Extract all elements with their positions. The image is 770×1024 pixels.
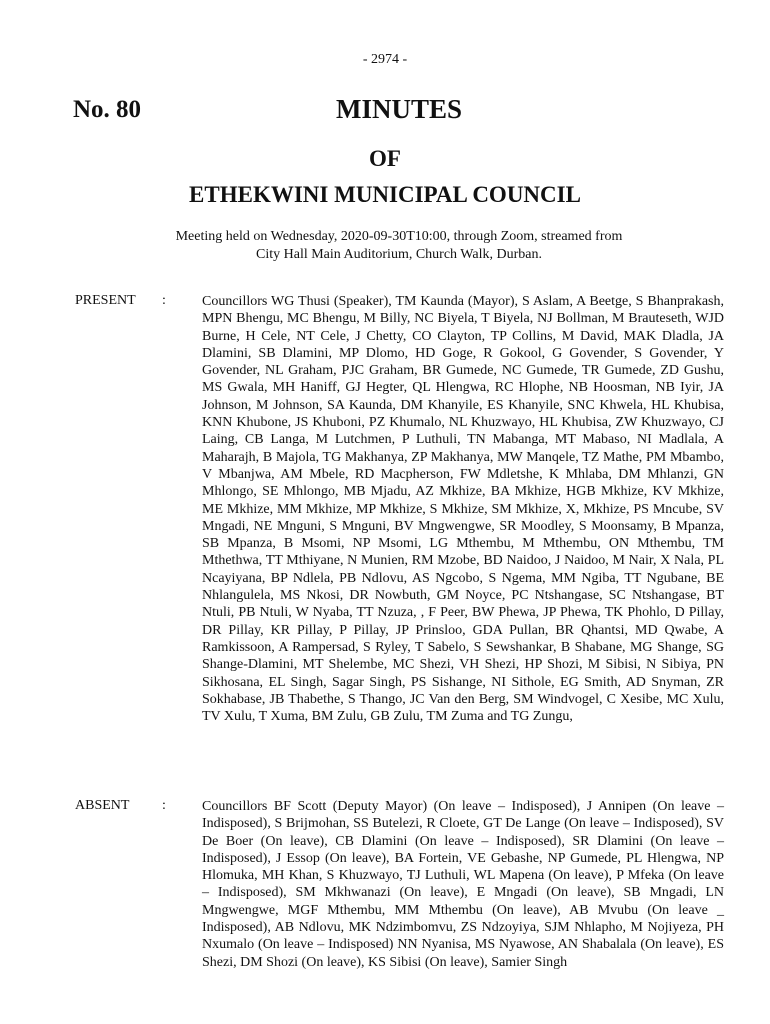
- present-label: PRESENT: [75, 293, 136, 308]
- absent-councillors-list: Councillors BF Scott (Deputy Mayor) (On leave – Indisposed), J Annipen (On leave – Indisposed), S Brijmohan, SS Butelezi, R Cloete, GT De Lange (On leave – Indisposed), SV De Boer (On leave), CB Dlamini (On leave – Indisposed), SR Dlamini (On leave – Indisposed), J Essop (On leave), BA Fortein, VE Gebashe, NP Gumede, PL Hlengwa, NP Hlomuka, MH Khan, S Khuzwayo, TJ Luthuli, WL Mapena (On leave), P Mfeka (On leave – Indisposed), SM Mkhwanazi (On leave), E Mngadi (On leave), SB Mngadi, LN Mngwengwe, MGF Mthembu, MM Mthembu (On leave), AB Mvubu (On leave _ Indisposed), AB Ndlovu, MK Ndzimbomvu, ZS Ndzoyiya, SJM Nhlapho, M Nojiyeza, PH Nxumalo (On leave – Indisposed) NN Nyanisa, MS Nyawose, AN Shabalala (On leave), ES Shezi, DM Shozi (On leave), KS Sibisi (On leave), Samier Singh: [202, 799, 724, 970]
- title-council-name: ETHEKWINI MUNICIPAL COUNCIL: [189, 182, 581, 207]
- meeting-info-line2: City Hall Main Auditorium, Church Walk, Durban.: [256, 247, 542, 262]
- present-councillors-list: Councillors WG Thusi (Speaker), TM Kaunda (Mayor), S Aslam, A Beetge, S Bhanprakash, MPN Bhengu, MC Bhengu, M Billy, NC Biyela, T Biyela, NJ Bollman, M Brauteseth, WJD Burne, H Cele, NT Cele, J Chetty, CO Clayton, TP Collins, M David, MAK Dladla, JA Dlamini, SB Dlamini, MP Dlomo, HD Goge, R Gokool, G Govender, S Govender, Y Govender, NL Graham, PJC Graham, BR Gumede, NC Gumede, TR Gumede, ZD Gushu, MS Gwala, MH Haniff, GJ Hegter, QL Hlengwa, RC Hlophe, NB Hoosman, NB Iyir, JA Johnson, M Johnson, SA Kaunda, DM Khanyile, ES Khanyile, SNC Khwela, HL Khubisa, KNN Khubone, JS Khuboni, PZ Khumalo, NL Khuzwayo, HL Khubisa, ZW Khuzwayo, CJ Laing, CB Langa, M Lutchmen, P Luthuli, TN Mabanga, MT Mabaso, NI Madlala, A Maharajh, B Majola, TG Makhanya, ZP Makhanya, MW Manqele, TZ Mathe, PM Mbambo, V Mbanjwa, AM Mbele, RD Macpherson, FW Mdletshe, K Mhlaba, DM Mhlanzi, GN Mhlongo, SE Mhlongo, MB Mjadu, AZ Mkhize, BA Mkhize, HGB Mkhize, KV Mkhize, ME Mkhize, MM Mkhize, MP Mkhize, S Mkhize, SM Mkhize, X, Mkhize, PS Mncube, SV Mngadi, NE Mnguni, S Mnguni, BV Mngwengwe, SR Moodley, S Moonsamy, B Mpanza, SB Mpanza, B Msomi, NP Msomi, LG Mthembu, M Mthembu, ON Mthembu, TM Mthethwa, TT Mthiyane, N Munien, RM Mzobe, BD Naidoo, J Naidoo, M Nair, X Nala, PL Ncayiyana, BP Ndlela, PB Ndlovu, AS Ngcobo, S Ngema, MM Ngiba, TT Ngubane, BE Nhlangulela, MS Nkosi, DR Nowbuth, GM Noyce, PC Ntshangase, SC Ntshangase, BT Ntuli, PB Ntuli, W Nyaba, TT Nzuza, , F Peer, BW Phewa, JP Phewa, TK Phohlo, D Pillay, DR Pillay, KR Pillay, P Pillay, JP Prinsloo, GDA Pullan, BR Qhantsi, MD Qwabe, A Ramkissoon, A Rampersad, S Ryley, T Sabelo, S Sewshankar, B Shabane, MG Shange, SG Shange-Dlamini, MT Shelembe, MC Shezi, VH Shezi, HP Shozi, M Sibisi, N Sibiya, PN Sikhosana, EL Singh, Sagar Singh, PS Sishange, NI Sithole, EG Smith, AD Snyman, ZR Sokhabase, JB Thabethe, S Thango, JC Van den Berg, SM Windvogel, C Xesibe, MC Xulu, TV Xulu, T Xuma, BM Zulu, GB Zulu, TM Zuma and TG Zungu,: [202, 294, 724, 725]
- absent-colon: :: [162, 798, 166, 813]
- absent-label: ABSENT: [75, 798, 130, 813]
- title-of: OF: [369, 146, 401, 171]
- meeting-info: [0, 228, 770, 264]
- title-minutes: MINUTES: [335, 94, 463, 124]
- minutes-number: No. 80: [73, 96, 142, 123]
- page-number: - 2974 -: [362, 52, 408, 67]
- meeting-info-line1: Meeting held on Wednesday, 2020-09-30T10:00, through Zoom, streamed from: [175, 229, 623, 244]
- present-colon: :: [162, 293, 166, 308]
